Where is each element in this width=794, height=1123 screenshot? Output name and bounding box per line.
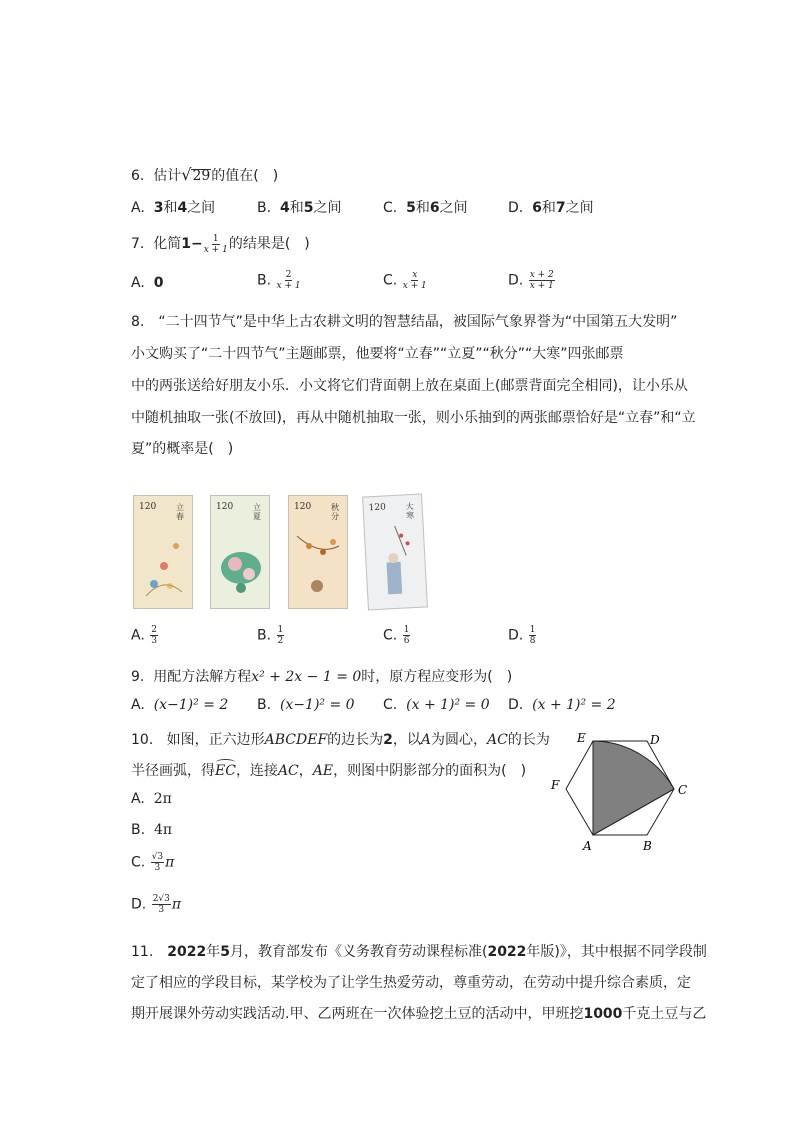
q11-line-3: 期开展课外劳动实践活动.甲、乙两班在一次体验挖土豆的活动中，甲班挖1000千克土豆与乙 [131,1006,707,1022]
q8-line-4: 中随机抽取一张(不放回)，再从中随机抽取一张，则小乐抽到的两张邮票恰好是“立春”和“立 [131,410,696,426]
stamp-illustration [211,496,269,608]
q7-fraction: $\frac{1}{x + 1}$ [203,233,228,255]
q7-option-d[interactable]: D. $\frac{x + 2}{x + 1}$ [508,270,554,291]
q6-stem: 6. 估计√29的值在( ) [131,165,279,184]
stamp-illustration [363,495,427,610]
q9-number: 9. [131,669,145,685]
q10-stem-line-1: 10. 如图，正六边形ABCDEF的边长为2，以A为圆心，AC的长为 [131,732,550,748]
q8-option-c[interactable]: C. $\frac{1}{6}$ [383,625,410,646]
q8-line-1: 8. “二十四节气”是中华上古农耕文明的智慧结晶，被国际气象界誉为“中国第五大发明” [131,314,678,330]
q6-option-c[interactable]: C. 5和6之间 [383,200,468,216]
stamp-illustration [134,496,192,608]
stamp-lixia: 120 立夏 [210,495,270,609]
arc-ec: EC [215,763,236,779]
label-d: D [650,733,660,747]
shaded-sector [593,741,674,835]
stamp-lichun: 120 立春 [133,495,193,609]
q10-option-a[interactable]: A. 2π [131,791,172,807]
q7-number: 7. [131,236,145,252]
label-e: E [577,731,586,745]
q8-option-d[interactable]: D. $\frac{1}{8}$ [508,625,536,646]
q6-number: 6. [131,168,145,184]
label-a: A [583,839,592,853]
label-b: B [643,839,652,853]
stamp-illustration [289,496,347,608]
q10-stem-line-2: 半径画弧，得EC，连接AC，AE，则图中阴影部分的面积为( ) [131,763,527,779]
q8-line-2: 小文购买了“二十四节气”主题邮票，他要将“立春”“立夏”“秋分”“大寒”四张邮票 [131,346,624,362]
stamp-dahan: 120 大寒 [362,494,428,611]
q6-option-b[interactable]: B. 4和5之间 [257,200,342,216]
q9-option-b[interactable]: B. (x−1)² = 0 [257,697,355,713]
q10-option-c[interactable]: C. $\frac{√3}{3}$ π [131,852,175,873]
q10-option-d[interactable]: D. $\frac{2√3}{3}$ π [131,894,182,915]
q10-number: 10. [131,732,154,748]
sqrt-sign: √ [181,165,192,184]
label-c: C [678,783,688,797]
q6-option-a[interactable]: A. 3和4之间 [131,200,216,216]
q7-option-b[interactable]: B. $\frac{2}{x + 1}$ [257,270,301,291]
q6-option-d[interactable]: D. 6和7之间 [508,200,594,216]
q9-stem: 9. 用配方法解方程x² + 2x − 1 = 0时，原方程应变形为( ) [131,669,513,685]
q8-option-a[interactable]: A. $\frac{2}{3}$ [131,625,157,646]
q9-option-a[interactable]: A. (x−1)² = 2 [131,697,229,713]
q11-line-1: 11. 2022年5月，教育部发布《义务教育劳动课程标准(2022年版)》，其中根据不同学段制 [131,944,707,960]
q10-option-b[interactable]: B. 4π [131,822,173,838]
q11-line-2: 定了相应的学段目标，某学校为了让学生热爱劳动，尊重劳动，在劳动中提升综合素质，定 [131,975,691,991]
q7-option-c[interactable]: C. $\frac{x}{x + 1}$ [383,270,427,291]
hexagon-figure [540,728,700,856]
q8-option-b[interactable]: B. $\frac{1}{2}$ [257,625,284,646]
q9-option-d[interactable]: D. (x + 1)² = 2 [508,697,616,713]
label-f: F [551,778,560,792]
q7-stem: 7. 化简1− $\frac{1}{x + 1}$ 的结果是( ) [131,233,310,255]
q8-line-3: 中的两张送给好朋友小乐．小文将它们背面朝上放在桌面上(邮票背面完全相同)，让小乐从 [131,378,688,394]
q9-option-c[interactable]: C. (x + 1)² = 0 [383,697,490,713]
stamp-qiufen: 120 秋分 [288,495,348,609]
q8-line-5: 夏”的概率是( ) [131,441,234,457]
q7-option-a[interactable]: A. 0 [131,275,164,291]
